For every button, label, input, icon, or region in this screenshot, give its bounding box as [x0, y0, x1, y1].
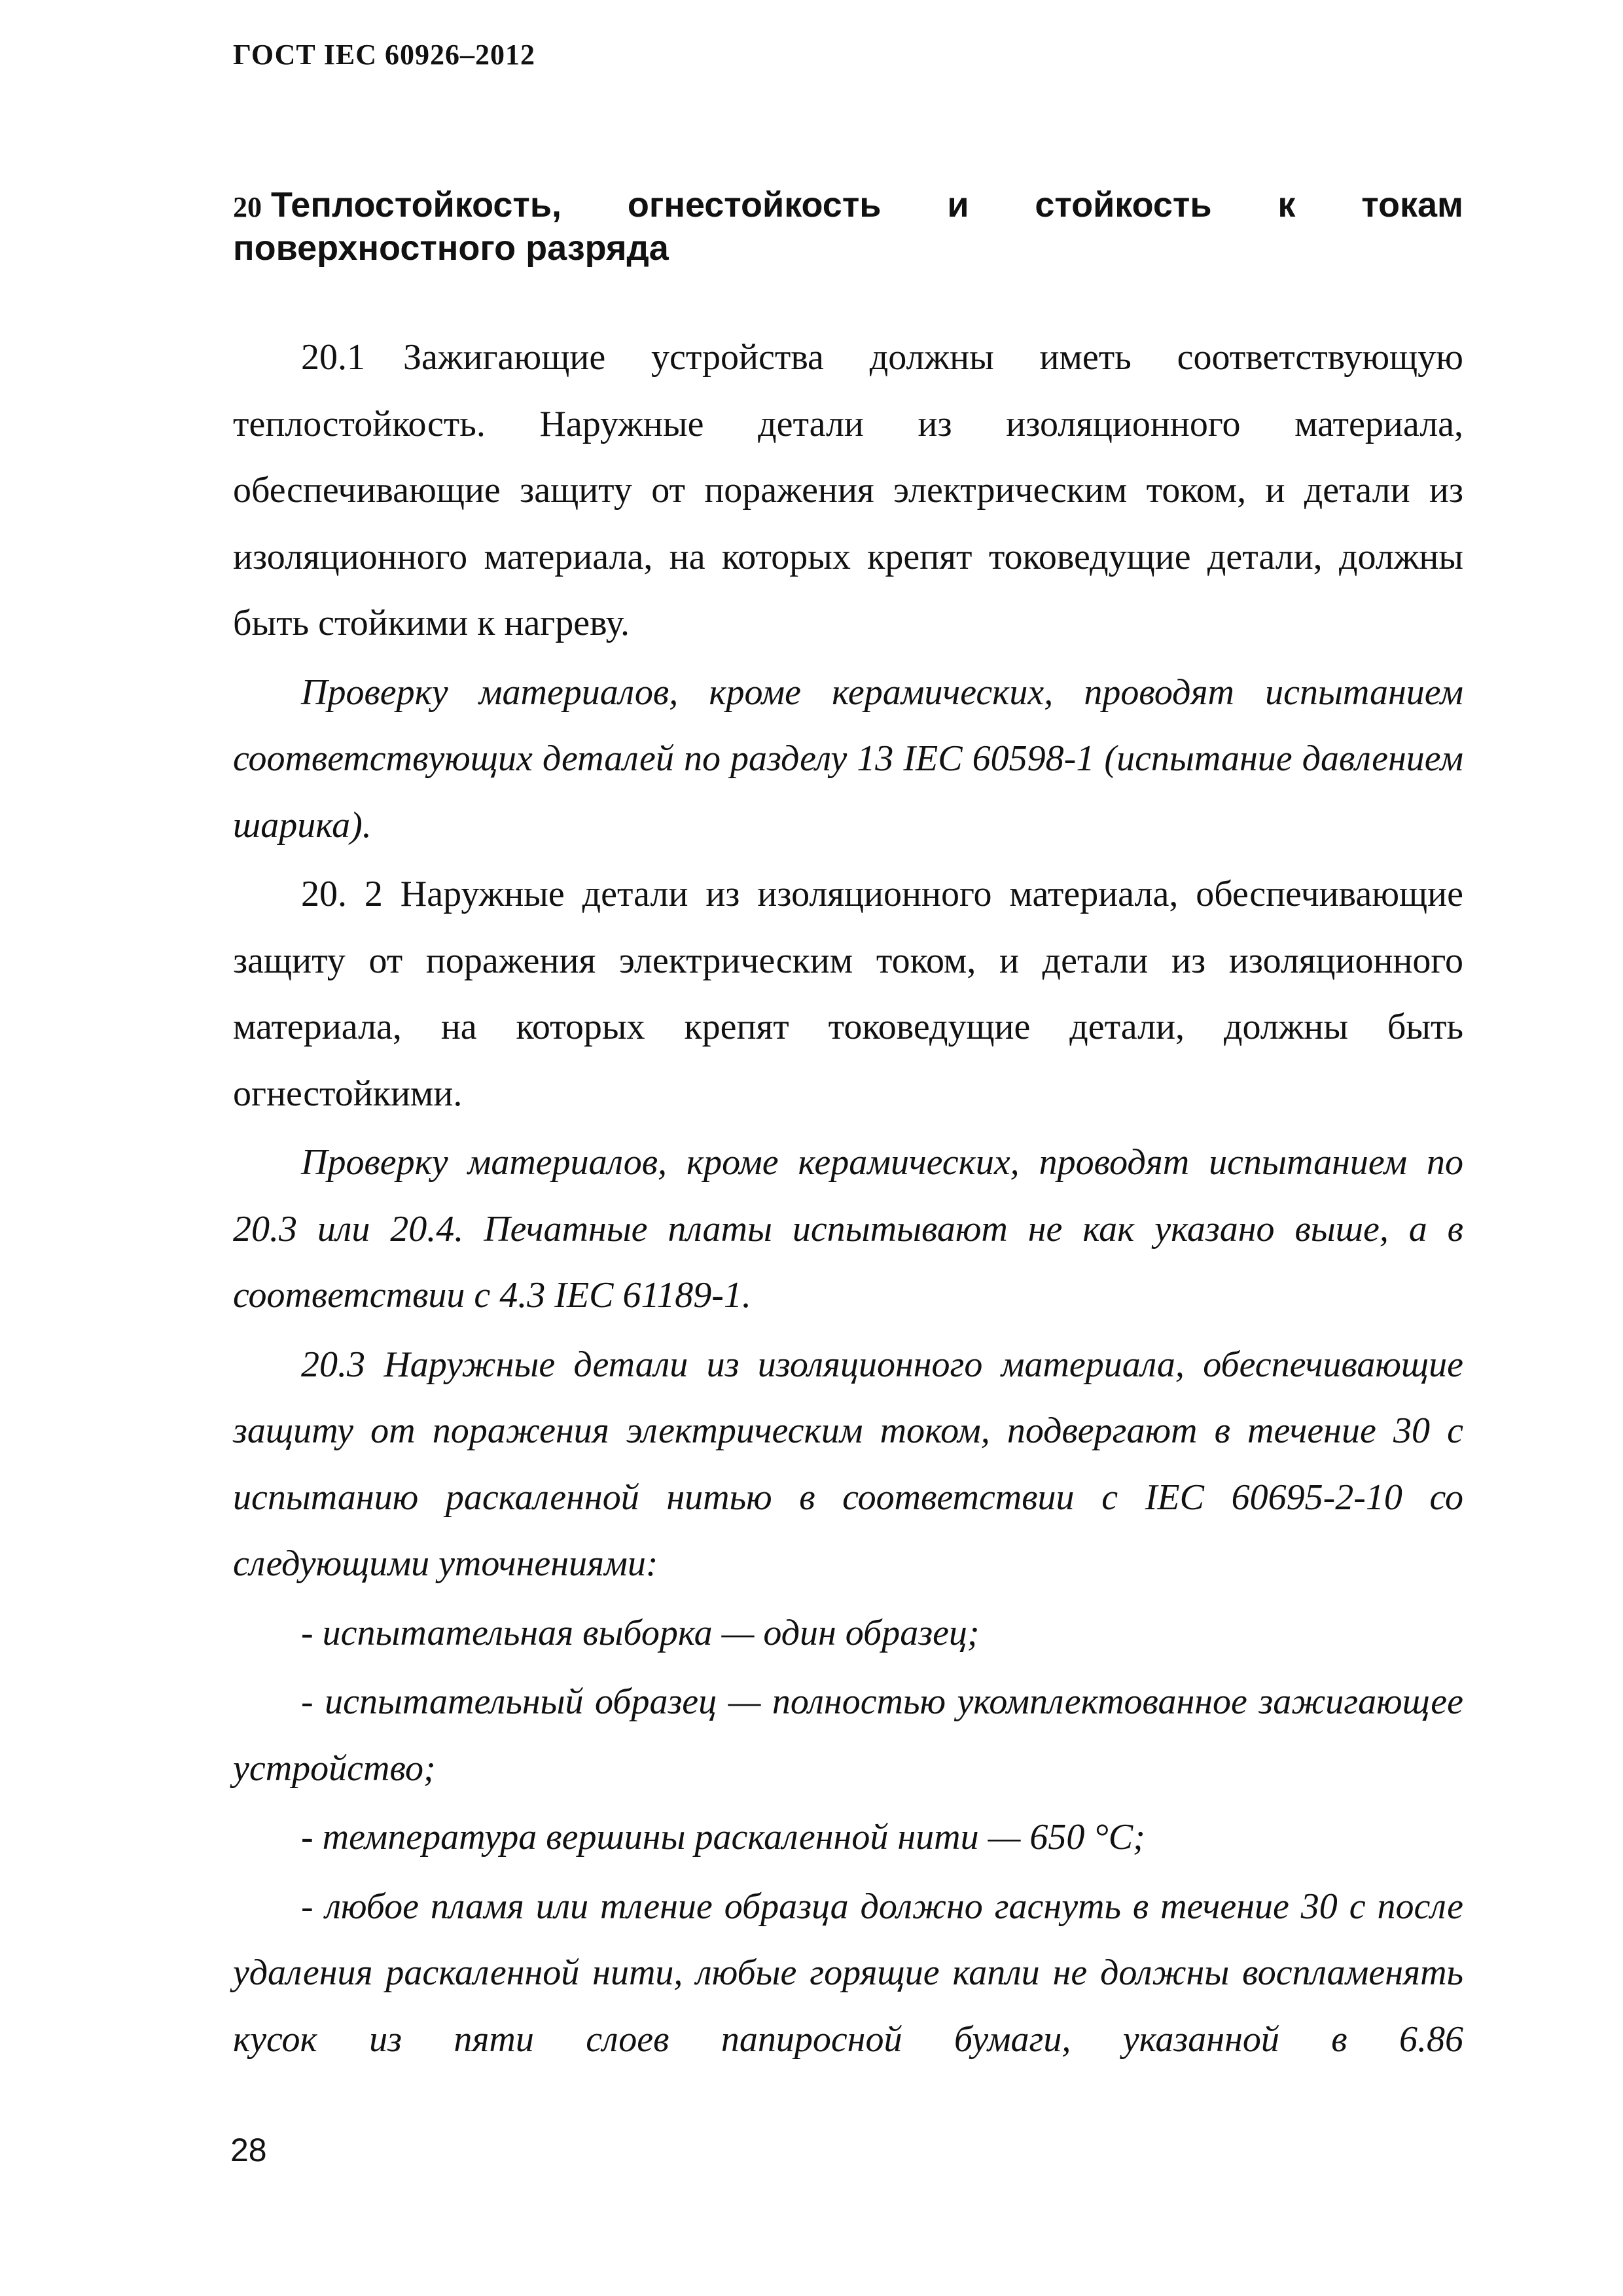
page-number: 28	[230, 2132, 267, 2168]
document-header: ГОСТ IEC 60926–2012	[233, 39, 536, 71]
document-body	[233, 325, 1463, 2075]
clause-number: 20.1	[301, 337, 365, 378]
paragraph-20-1	[233, 325, 1463, 657]
section-number: 20	[233, 191, 262, 223]
list-item: - температура вершины раскаленной нити — 650 °С;	[301, 1817, 1145, 1857]
test-method-paragraph: Проверку материалов, кроме керамических, проводят испытанием по 20.3 или 20.4. Печатные платы испытывают не как указано выше, а в соответствии с 4.3 IEC 61189-1.	[233, 1142, 1463, 1316]
section-title-text: Теплостойкость, огнестойкость и стойкость к токам поверхностного разряда	[233, 185, 1463, 268]
list-item: - любое пламя или тление образца должно гаснуть в течение 30 с после удаления раскаленной нити, любые горящие капли не должны воспламенять кусок из пяти слоев папиросной бумаги, указанной в 6.86	[233, 1886, 1463, 2060]
paragraph-text: Зажигающие устройства должны иметь соответствующую теплостойкость. Наружные детали из изоляционного материала, обеспечивающие защиту от поражения электрическим током, и детали из изоляционного материала, на которых крепят токоведущие детали, должны быть стойкими к нагреву.	[233, 337, 1463, 643]
paragraph-20-2: 20. 2 Наружные детали из изоляционного материала, обеспечивающие защиту от поражения электрическим током, и детали из изоляционного материала, на которых крепят токоведущие детали, должны быть огнестойкими.	[233, 874, 1463, 1114]
list-item: - испытательная выборка — один образец;	[301, 1612, 980, 1653]
test-method-paragraph: Проверку материалов, кроме керамических, проводят испытанием соответствующих деталей по разделу 13 IEC 60598-1 (испытание давлением шарика).	[233, 672, 1463, 846]
list-item: - испытательный образец — полностью укомплектованное зажигающее устройство;	[233, 1681, 1463, 1789]
paragraph-20-3: 20.3 Наружные детали из изоляционного материала, обеспечивающие защиту от поражения электрическим током, подвергают в течение 30 с испытанию раскаленной нитью в соответствии с IEC 60695-2-10 со следующими уточнениями:	[233, 1344, 1463, 1584]
section-heading	[233, 185, 1463, 268]
